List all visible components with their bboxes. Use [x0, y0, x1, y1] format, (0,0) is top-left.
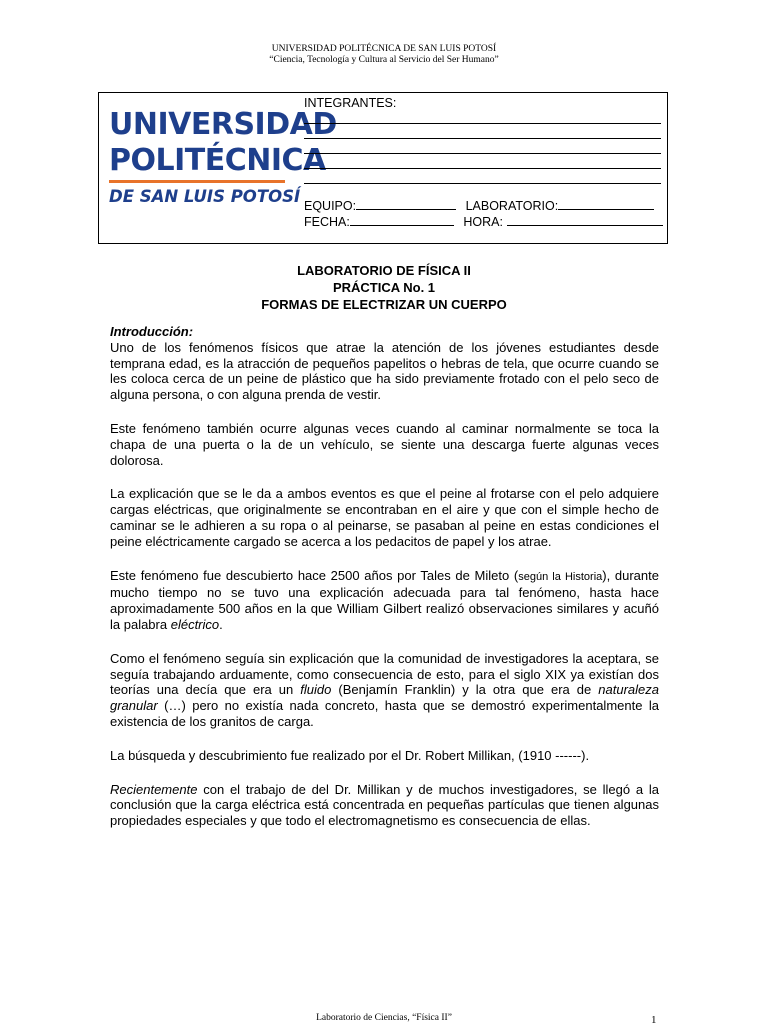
equipo-laboratorio-row	[304, 198, 654, 213]
member-line[interactable]	[304, 168, 661, 169]
text-run: .	[219, 616, 223, 632]
university-motto: “Ciencia, Tecnología y Cultura al Servicio del Ser Humano”	[269, 55, 499, 65]
practice-titles	[0, 262, 768, 313]
member-line[interactable]	[304, 123, 661, 124]
laboratorio-field[interactable]	[558, 198, 654, 210]
text-run: Como el fenómeno seguía sin explicación que la comunidad de investigadores la aceptara, se seguía trabajando arduamente, como consecuencia de esto, para el siglo XIX ya existían dos teorías una decía que era un	[110, 650, 659, 698]
text-run-italic: fluido	[300, 682, 332, 698]
fecha-label: FECHA:	[304, 215, 350, 229]
text-run-small: según la Historia	[518, 570, 603, 583]
logo-line-1: UNIVERSIDAD	[109, 107, 337, 142]
page-number: 1	[651, 1014, 657, 1026]
integrantes-label: INTEGRANTES:	[304, 96, 397, 110]
header-box	[98, 92, 668, 244]
logo-line-2: POLITÉCNICA	[109, 143, 326, 178]
intro-heading: Introducción:	[110, 324, 194, 339]
text-run: Este fenómeno fue descubierto hace 2500 años por Tales de Mileto (	[110, 567, 519, 583]
page-header	[0, 44, 768, 66]
member-line[interactable]	[304, 183, 661, 184]
paragraph	[110, 782, 659, 829]
text-run: (…) pero no existía nada concreto, hasta que se demostró experimentalmente la existencia de los granitos de carga.	[110, 698, 659, 729]
member-line[interactable]	[304, 138, 661, 139]
university-name: UNIVERSIDAD POLITÉCNICA DE SAN LUIS POTOSÍ	[271, 44, 497, 54]
text-run-italic: naturaleza granular	[110, 682, 659, 714]
paragraph: La explicación que se le da a ambos eventos es que el peine al frotarse con el pelo adquiere cargas eléctricas, que originalmente se encontraban en el aire y que con el simple hecho de caminar se le adhieren a su ropa o al peinarse, se pasaban al peine en estas condiciones el peine eléctricamente cargado se acerca a los pedacitos de papel y los atrae.	[110, 486, 659, 549]
text-run: ), durante mucho tiempo no se tuvo una explicación adecuada para tal fenómeno, hasta hace aproximadamente 500 años en la que William Gilbert realizó observaciones similares y acuñó la palabra	[110, 567, 659, 632]
paragraph: Este fenómeno también ocurre algunas veces cuando al caminar normalmente se toca la chapa de una puerta o la de un vehículo, se siente una descarga fuerte algunas veces dolorosa.	[110, 420, 659, 468]
fecha-field[interactable]	[350, 214, 454, 226]
logo-orange-bar	[109, 180, 285, 183]
text-run: con el trabajo de del Dr. Millikan y de muchos investigadores, se llegó a la conclusión que la carga eléctrica está concentrada en pequeñas partículas que tienen algunas propiedades especiales y que todo el electromagnetismo es consecuencia de ellas.	[110, 781, 659, 829]
text-run-italic: eléctrico	[170, 616, 220, 632]
hora-label: HORA:	[463, 215, 503, 229]
page-footer: Laboratorio de Ciencias, “Física II”	[316, 1013, 452, 1023]
paragraph: Uno de los fenómenos físicos que atrae la atención de los jóvenes estudiantes desde temprana edad, es la atracción de pequeños papelitos o hebras de tela, que ocurre cuando se les coloca cerca de un peine de plástico que ha sido previamente frotado con el pelo seco de alguna persona, o con alguna prenda de vestir.	[110, 339, 659, 403]
text-run-italic: Recientemente	[110, 781, 198, 797]
equipo-field[interactable]	[356, 198, 456, 210]
equipo-label: EQUIPO:	[304, 199, 357, 213]
hora-field[interactable]	[507, 214, 663, 226]
logo-line-3: DE SAN LUIS POTOSÍ	[109, 187, 301, 206]
member-line[interactable]	[304, 153, 661, 154]
document-body	[110, 324, 659, 847]
lab-title: LABORATORIO DE FÍSICA II	[297, 263, 471, 278]
practice-topic: FORMAS DE ELECTRIZAR UN CUERPO	[261, 297, 507, 312]
paragraph: La búsqueda y descubrimiento fue realizado por el Dr. Robert Millikan, (1910 ------).	[110, 747, 590, 763]
laboratorio-label: LABORATORIO:	[465, 199, 559, 213]
paragraph	[110, 651, 659, 730]
practice-number: PRÁCTICA No. 1	[332, 280, 436, 295]
paragraph	[110, 568, 659, 633]
text-run: (Benjamín Franklin) y la otra que era de	[331, 682, 599, 698]
fecha-hora-row	[304, 214, 663, 229]
